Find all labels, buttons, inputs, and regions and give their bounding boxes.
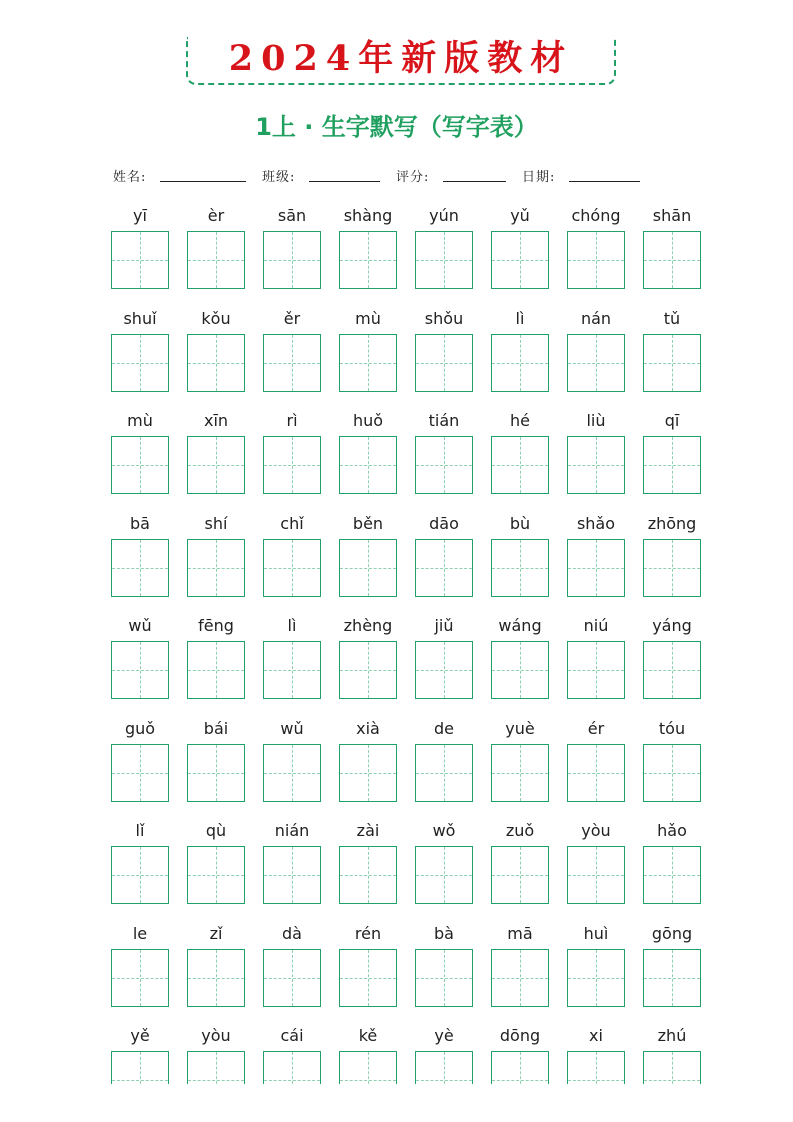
horizontal-guide-line: [568, 773, 624, 774]
writing-box[interactable]: [187, 334, 245, 392]
horizontal-guide-line: [416, 670, 472, 671]
pinyin-label: wǒ: [432, 821, 456, 840]
pinyin-label: mù: [355, 309, 381, 328]
writing-box[interactable]: [643, 334, 701, 392]
horizontal-guide-line: [264, 670, 320, 671]
grid-row: [111, 613, 703, 708]
horizontal-guide-line: [492, 978, 548, 979]
pinyin-label: shuǐ: [123, 309, 157, 328]
pinyin-label: rì: [286, 411, 298, 430]
horizontal-guide-line: [264, 1080, 320, 1081]
pinyin-label: shān: [652, 206, 692, 225]
pinyin-label: yòu: [201, 1026, 231, 1045]
horizontal-guide-line: [644, 465, 700, 466]
writing-box[interactable]: [643, 744, 701, 802]
writing-box[interactable]: [491, 539, 549, 597]
pinyin-label: bà: [434, 924, 454, 943]
horizontal-guide-line: [416, 568, 472, 569]
writing-box[interactable]: [415, 744, 473, 802]
pinyin-label: xi: [589, 1026, 603, 1045]
horizontal-guide-line: [340, 260, 396, 261]
writing-box[interactable]: [263, 641, 321, 699]
class-blank-line[interactable]: [309, 181, 380, 182]
writing-box[interactable]: [187, 641, 245, 699]
pinyin-label: le: [132, 924, 148, 943]
writing-box[interactable]: [567, 334, 625, 392]
horizontal-guide-line: [264, 773, 320, 774]
horizontal-guide-line: [644, 1080, 700, 1081]
pinyin-label: rén: [354, 924, 382, 943]
horizontal-guide-line: [644, 773, 700, 774]
horizontal-guide-line: [416, 978, 472, 979]
grid-row: [111, 511, 703, 606]
date-blank-line[interactable]: [569, 181, 640, 182]
writing-box[interactable]: [643, 539, 701, 597]
pinyin-label: yǔ: [510, 206, 530, 225]
writing-box[interactable]: [415, 539, 473, 597]
horizontal-guide-line: [492, 670, 548, 671]
writing-box[interactable]: [263, 436, 321, 494]
horizontal-guide-line: [112, 773, 168, 774]
horizontal-guide-line: [416, 363, 472, 364]
writing-box[interactable]: [111, 334, 169, 392]
writing-box[interactable]: [111, 846, 169, 904]
horizontal-guide-line: [112, 978, 168, 979]
horizontal-guide-line: [568, 568, 624, 569]
writing-box[interactable]: [567, 436, 625, 494]
pinyin-label: fēng: [198, 616, 234, 635]
writing-box[interactable]: [567, 744, 625, 802]
writing-box[interactable]: [491, 641, 549, 699]
banner-title: 2024年新版教材: [228, 38, 574, 79]
horizontal-guide-line: [188, 978, 244, 979]
horizontal-guide-line: [416, 875, 472, 876]
pinyin-label: yún: [429, 206, 459, 225]
page-cutoff: [0, 1084, 793, 1122]
horizontal-guide-line: [340, 1080, 396, 1081]
horizontal-guide-line: [264, 875, 320, 876]
grid-row: [111, 716, 703, 811]
pinyin-label: lì: [287, 616, 297, 635]
pinyin-label: huì: [583, 924, 609, 943]
pinyin-label: zhèng: [343, 616, 393, 635]
writing-box[interactable]: [339, 334, 397, 392]
pinyin-label: mā: [507, 924, 533, 943]
pinyin-label: dāo: [429, 514, 459, 533]
pinyin-label: zài: [356, 821, 380, 840]
grid-row: [111, 818, 703, 913]
pinyin-label: èr: [207, 206, 225, 225]
horizontal-guide-line: [340, 363, 396, 364]
horizontal-guide-line: [568, 1080, 624, 1081]
pinyin-label: huǒ: [352, 411, 384, 430]
horizontal-guide-line: [492, 875, 548, 876]
pinyin-label: zǐ: [209, 924, 223, 943]
horizontal-guide-line: [188, 773, 244, 774]
horizontal-guide-line: [188, 1080, 244, 1081]
horizontal-guide-line: [416, 1080, 472, 1081]
writing-box[interactable]: [491, 334, 549, 392]
grid-row: [111, 921, 703, 1016]
writing-box[interactable]: [339, 539, 397, 597]
horizontal-guide-line: [644, 363, 700, 364]
pinyin-label: kě: [358, 1026, 378, 1045]
writing-box[interactable]: [263, 231, 321, 289]
writing-box[interactable]: [111, 949, 169, 1007]
writing-box[interactable]: [567, 539, 625, 597]
writing-box[interactable]: [491, 231, 549, 289]
pinyin-label: shí: [204, 514, 228, 533]
pinyin-label: nán: [580, 309, 612, 328]
pinyin-label: ěr: [283, 309, 301, 328]
pinyin-label: chóng: [571, 206, 621, 225]
horizontal-guide-line: [416, 465, 472, 466]
horizontal-guide-line: [188, 363, 244, 364]
writing-box[interactable]: [111, 231, 169, 289]
pinyin-label: yè: [434, 1026, 454, 1045]
pinyin-label: liù: [586, 411, 606, 430]
writing-box[interactable]: [111, 539, 169, 597]
grid-row: [111, 408, 703, 503]
writing-box[interactable]: [339, 744, 397, 802]
horizontal-guide-line: [644, 260, 700, 261]
writing-box[interactable]: [567, 846, 625, 904]
writing-box[interactable]: [415, 846, 473, 904]
pinyin-label: niú: [583, 616, 609, 635]
writing-box[interactable]: [567, 641, 625, 699]
writing-box[interactable]: [111, 641, 169, 699]
horizontal-guide-line: [492, 773, 548, 774]
pinyin-label: tóu: [658, 719, 686, 738]
pinyin-label: kǒu: [201, 309, 231, 328]
grid-row: [111, 306, 703, 401]
horizontal-guide-line: [112, 568, 168, 569]
grid-row: [111, 203, 703, 298]
pinyin-label: xīn: [203, 411, 229, 430]
horizontal-guide-line: [188, 670, 244, 671]
horizontal-guide-line: [644, 568, 700, 569]
pinyin-label: xià: [356, 719, 380, 738]
horizontal-guide-line: [340, 568, 396, 569]
writing-box[interactable]: [339, 949, 397, 1007]
writing-box[interactable]: [111, 436, 169, 494]
horizontal-guide-line: [568, 875, 624, 876]
pinyin-label: zhú: [657, 1026, 687, 1045]
writing-box[interactable]: [415, 231, 473, 289]
pinyin-label: chǐ: [280, 514, 304, 533]
pinyin-label: yī: [133, 206, 147, 225]
writing-box[interactable]: [263, 539, 321, 597]
horizontal-guide-line: [264, 978, 320, 979]
writing-box[interactable]: [643, 949, 701, 1007]
pinyin-label: hé: [510, 411, 530, 430]
pinyin-label: shǎo: [576, 514, 616, 533]
horizontal-guide-line: [188, 260, 244, 261]
writing-box[interactable]: [263, 744, 321, 802]
pinyin-label: yáng: [652, 616, 692, 635]
pinyin-label: bù: [509, 514, 531, 533]
writing-box[interactable]: [643, 641, 701, 699]
writing-box[interactable]: [187, 539, 245, 597]
writing-box[interactable]: [491, 846, 549, 904]
writing-box[interactable]: [339, 436, 397, 494]
horizontal-guide-line: [416, 773, 472, 774]
pinyin-label: lǐ: [135, 821, 145, 840]
horizontal-guide-line: [264, 363, 320, 364]
horizontal-guide-line: [112, 465, 168, 466]
writing-box[interactable]: [263, 846, 321, 904]
horizontal-guide-line: [188, 875, 244, 876]
writing-box[interactable]: [187, 846, 245, 904]
pinyin-label: guǒ: [124, 719, 156, 738]
pinyin-label: yě: [130, 1026, 150, 1045]
horizontal-guide-line: [492, 568, 548, 569]
pinyin-label: bái: [203, 719, 229, 738]
writing-box[interactable]: [643, 231, 701, 289]
horizontal-guide-line: [112, 875, 168, 876]
class-label: 班级:: [262, 170, 296, 185]
pinyin-label: shǒu: [424, 309, 464, 328]
writing-box[interactable]: [339, 641, 397, 699]
horizontal-guide-line: [492, 465, 548, 466]
pinyin-label: wáng: [498, 616, 542, 635]
date-label: 日期:: [522, 170, 556, 185]
pinyin-label: wǔ: [128, 616, 152, 635]
horizontal-guide-line: [264, 465, 320, 466]
horizontal-guide-line: [416, 260, 472, 261]
pinyin-label: zuǒ: [505, 821, 535, 840]
horizontal-guide-line: [112, 670, 168, 671]
horizontal-guide-line: [492, 1080, 548, 1081]
horizontal-guide-line: [112, 260, 168, 261]
score-blank-line[interactable]: [443, 181, 506, 182]
horizontal-guide-line: [644, 978, 700, 979]
horizontal-guide-line: [568, 670, 624, 671]
writing-box[interactable]: [339, 846, 397, 904]
horizontal-guide-line: [112, 363, 168, 364]
pinyin-label: mù: [127, 411, 153, 430]
pinyin-label: gōng: [651, 924, 693, 943]
page-subtitle: 1上 · 生字默写（写字表）: [255, 113, 538, 141]
horizontal-guide-line: [188, 568, 244, 569]
name-blank-line[interactable]: [160, 181, 246, 182]
writing-box[interactable]: [491, 436, 549, 494]
writing-box[interactable]: [415, 949, 473, 1007]
writing-box[interactable]: [491, 744, 549, 802]
score-label: 评分:: [396, 170, 430, 185]
horizontal-guide-line: [568, 363, 624, 364]
horizontal-guide-line: [112, 1080, 168, 1081]
pinyin-label: tǔ: [663, 309, 681, 328]
pinyin-label: sān: [277, 206, 307, 225]
horizontal-guide-line: [492, 363, 548, 364]
writing-box[interactable]: [339, 231, 397, 289]
pinyin-label: ér: [587, 719, 605, 738]
horizontal-guide-line: [340, 875, 396, 876]
writing-box[interactable]: [263, 334, 321, 392]
writing-box[interactable]: [263, 949, 321, 1007]
horizontal-guide-line: [492, 260, 548, 261]
pinyin-label: tián: [428, 411, 460, 430]
pinyin-label: dà: [282, 924, 302, 943]
pinyin-label: wǔ: [280, 719, 304, 738]
horizontal-guide-line: [340, 670, 396, 671]
horizontal-guide-line: [264, 260, 320, 261]
horizontal-guide-line: [188, 465, 244, 466]
pinyin-label: lì: [515, 309, 525, 328]
pinyin-label: de: [434, 719, 454, 738]
writing-box[interactable]: [187, 949, 245, 1007]
pinyin-label: nián: [274, 821, 310, 840]
horizontal-guide-line: [568, 978, 624, 979]
pinyin-label: jiǔ: [434, 616, 454, 635]
writing-box[interactable]: [415, 436, 473, 494]
writing-box[interactable]: [187, 436, 245, 494]
pinyin-label: běn: [352, 514, 384, 533]
horizontal-guide-line: [568, 465, 624, 466]
pinyin-label: cái: [280, 1026, 304, 1045]
horizontal-guide-line: [568, 260, 624, 261]
horizontal-guide-line: [340, 773, 396, 774]
pinyin-label: qī: [664, 411, 680, 430]
writing-box[interactable]: [111, 744, 169, 802]
writing-box[interactable]: [567, 949, 625, 1007]
pinyin-label: qù: [205, 821, 227, 840]
pinyin-label: zhōng: [647, 514, 697, 533]
writing-box[interactable]: [415, 334, 473, 392]
horizontal-guide-line: [340, 978, 396, 979]
horizontal-guide-line: [340, 465, 396, 466]
pinyin-label: dōng: [499, 1026, 541, 1045]
writing-box[interactable]: [491, 949, 549, 1007]
writing-box[interactable]: [187, 744, 245, 802]
name-label: 姓名:: [113, 170, 147, 185]
writing-box[interactable]: [567, 231, 625, 289]
writing-box[interactable]: [415, 641, 473, 699]
horizontal-guide-line: [264, 568, 320, 569]
pinyin-label: yòu: [581, 821, 611, 840]
horizontal-guide-line: [644, 875, 700, 876]
writing-box[interactable]: [643, 436, 701, 494]
pinyin-label: hǎo: [657, 821, 687, 840]
pinyin-label: shàng: [343, 206, 393, 225]
pinyin-label: yuè: [505, 719, 535, 738]
pinyin-label: bā: [130, 514, 150, 533]
writing-box[interactable]: [643, 846, 701, 904]
writing-box[interactable]: [187, 231, 245, 289]
horizontal-guide-line: [644, 670, 700, 671]
